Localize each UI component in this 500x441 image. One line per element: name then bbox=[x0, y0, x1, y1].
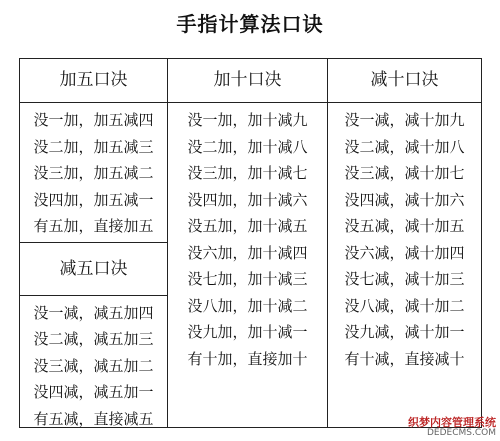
sub-ten-line: 没一减，减十加九 bbox=[344, 111, 465, 129]
watermark-domain: DEDECMS.COM bbox=[427, 428, 496, 439]
add-five-line: 没三加，加五减二 bbox=[33, 164, 154, 182]
add-five-line: 没一加，加五减四 bbox=[33, 111, 154, 129]
sub-ten-line: 没八减，减十加二 bbox=[344, 296, 465, 315]
add-five-line: 没二加，加五减三 bbox=[33, 137, 154, 156]
add-ten-line: 没一加，加十减九 bbox=[187, 111, 308, 129]
sub-ten-line: 没七减，减十加三 bbox=[344, 270, 465, 288]
add-ten-lines bbox=[168, 103, 327, 372]
column-add-ten bbox=[168, 59, 328, 427]
sub-ten-line: 没六减，减十加四 bbox=[344, 243, 465, 262]
header-add-five: 加五口决 bbox=[20, 59, 167, 103]
add-five-line: 没四加，加五减一 bbox=[33, 190, 154, 209]
header-add-ten: 加十口决 bbox=[168, 59, 327, 103]
add-ten-line: 没二加，加十减八 bbox=[187, 137, 308, 156]
sub-ten-line: 有十减，直接减十 bbox=[344, 349, 465, 368]
sub-ten-line: 没三减，减十加七 bbox=[344, 164, 465, 182]
header-sub-five: 减五口决 bbox=[20, 242, 167, 296]
add-ten-line: 没五加，加十减五 bbox=[187, 217, 308, 235]
sub-ten-line: 没四减，减十加六 bbox=[344, 190, 465, 209]
add-ten-line: 没八加，加十减二 bbox=[187, 296, 308, 315]
sub-five-line: 没一减，减五加四 bbox=[33, 303, 154, 322]
sub-ten-line: 没九减，减十加一 bbox=[344, 323, 465, 341]
sub-ten-lines bbox=[328, 103, 481, 372]
watermark-site-name: 织梦内容管理系统 bbox=[408, 416, 496, 430]
sub-ten-line: 没二减，减十加八 bbox=[344, 137, 465, 156]
add-ten-line: 有十加，直接加十 bbox=[187, 349, 308, 368]
add-five-lines bbox=[20, 103, 167, 240]
sub-five-line: 没四减，减五加一 bbox=[33, 383, 154, 401]
watermark bbox=[408, 417, 496, 439]
add-ten-line: 没三加，加十减七 bbox=[187, 164, 308, 182]
sub-five-line: 没三减，减五加二 bbox=[33, 356, 154, 375]
add-five-line: 有五加，直接加五 bbox=[33, 217, 154, 235]
column-five bbox=[20, 59, 168, 427]
sub-five-lines bbox=[20, 296, 167, 433]
add-ten-line: 没七加，加十减三 bbox=[187, 270, 308, 288]
mnemonic-table bbox=[19, 58, 482, 428]
add-ten-line: 没六加，加十减四 bbox=[187, 243, 308, 262]
add-ten-line: 没九加，加十减一 bbox=[187, 323, 308, 341]
column-sub-ten bbox=[328, 59, 481, 427]
sub-ten-line: 没五减，减十加五 bbox=[344, 217, 465, 235]
add-ten-line: 没四加，加十减六 bbox=[187, 190, 308, 209]
sub-five-line: 没二减，减五加三 bbox=[33, 330, 154, 348]
header-sub-ten: 减十口决 bbox=[328, 59, 481, 103]
sub-five-line: 有五减，直接减五 bbox=[33, 409, 154, 428]
page-title: 手指计算法口诀 bbox=[176, 12, 324, 36]
